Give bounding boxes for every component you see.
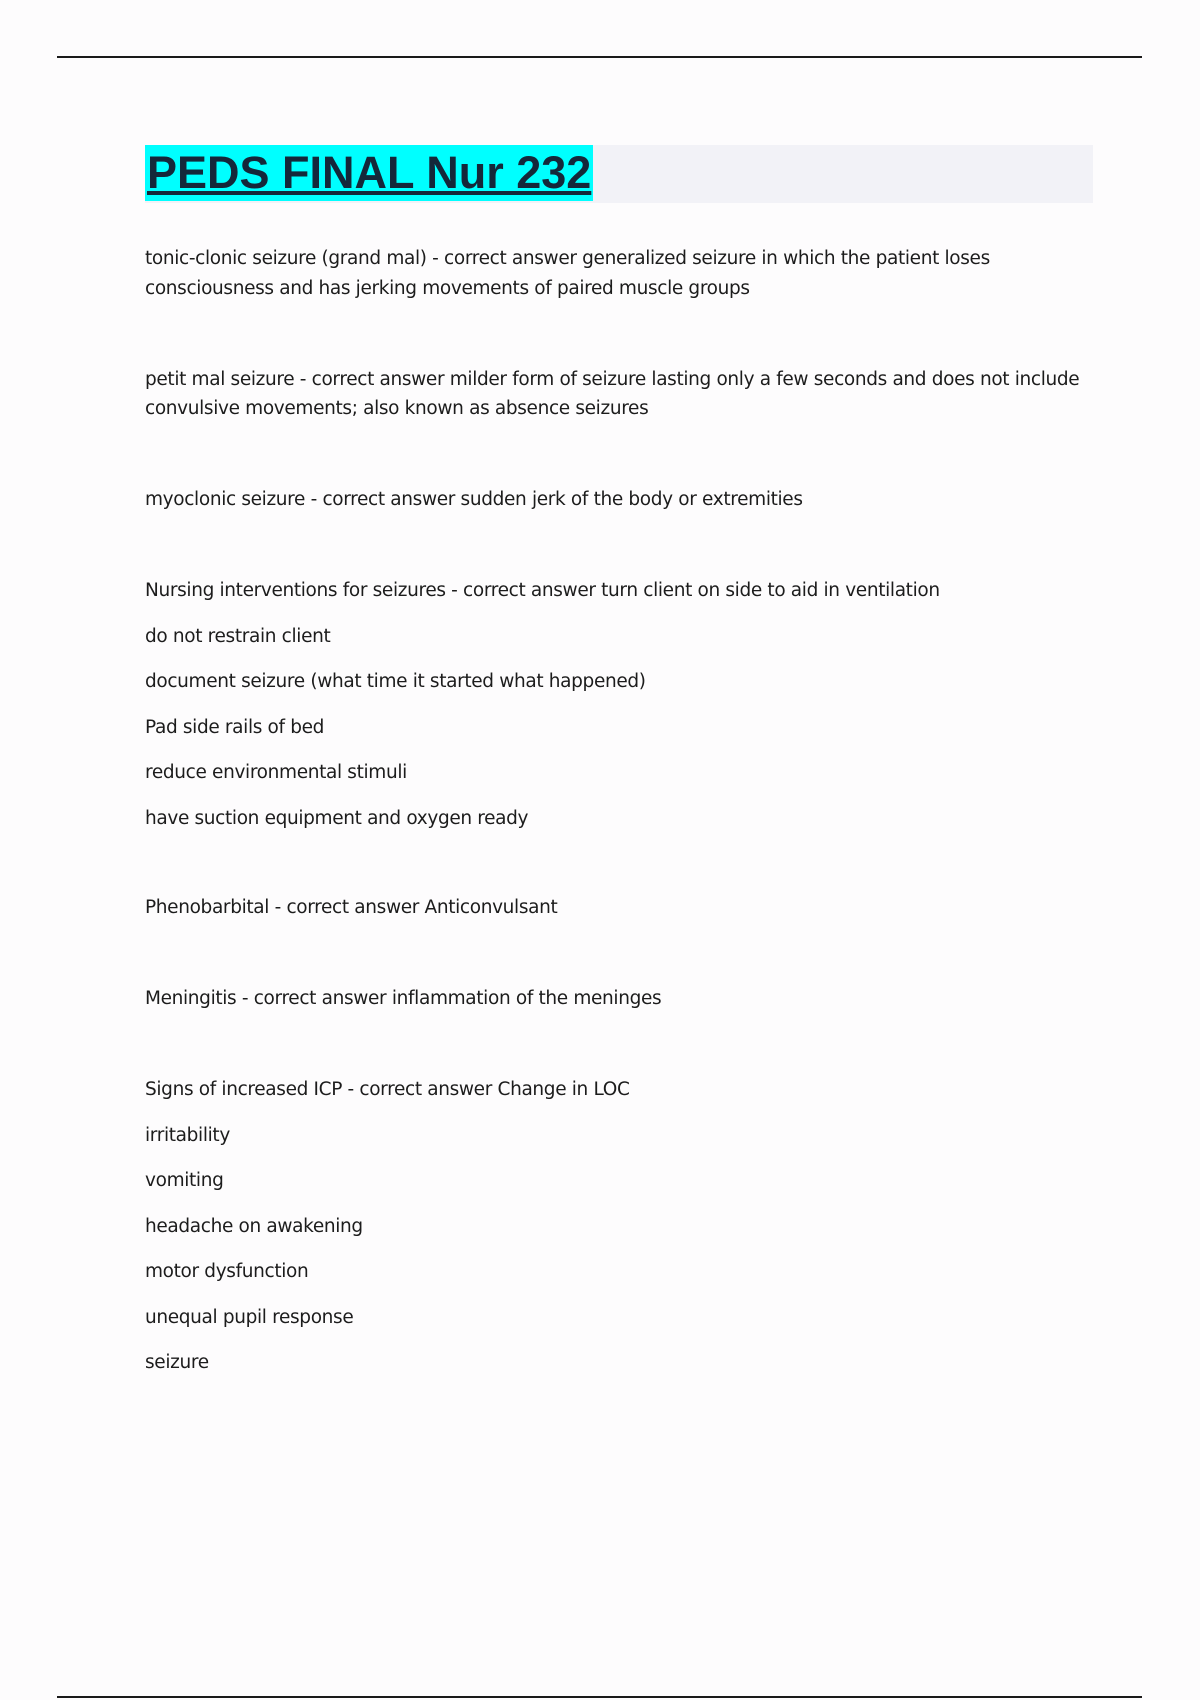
text-line: vomiting: [145, 1170, 224, 1191]
text-line: Phenobarbital - correct answer Anticonvulsant: [145, 897, 558, 918]
top-rule: [57, 56, 1142, 58]
text-line: Pad side rails of bed: [145, 717, 325, 738]
text-line: reduce environmental stimuli: [145, 762, 407, 783]
text-line: do not restrain client: [145, 626, 331, 647]
text-line: irritability: [145, 1125, 230, 1146]
text-line: headache on awakening: [145, 1216, 363, 1237]
text-line: Meningitis - correct answer inflammation of the meninges: [145, 988, 662, 1009]
text-line: motor dysfunction: [145, 1261, 309, 1282]
text-line: convulsive movements; also known as absence seizures: [145, 398, 649, 419]
text-line: consciousness and has jerking movements of paired muscle groups: [145, 278, 750, 299]
text-line: unequal pupil response: [145, 1307, 354, 1328]
bottom-rule: [57, 1696, 1142, 1698]
text-line: document seizure (what time it started what happened): [145, 671, 646, 692]
text-line: have suction equipment and oxygen ready: [145, 808, 529, 829]
text-line: Signs of increased ICP - correct answer Change in LOC: [145, 1079, 630, 1100]
text-line: petit mal seizure - correct answer milder form of seizure lasting only a few seconds and does not include: [145, 369, 1080, 390]
text-line: myoclonic seizure - correct answer sudden jerk of the body or extremities: [145, 489, 803, 510]
text-line: Nursing interventions for seizures - correct answer turn client on side to aid in ventilation: [145, 580, 940, 601]
text-line: tonic-clonic seizure (grand mal) - correct answer generalized seizure in which the patient loses: [145, 248, 990, 269]
text-line: seizure: [145, 1352, 209, 1373]
document-title: PEDS FINAL Nur 232: [145, 145, 593, 201]
